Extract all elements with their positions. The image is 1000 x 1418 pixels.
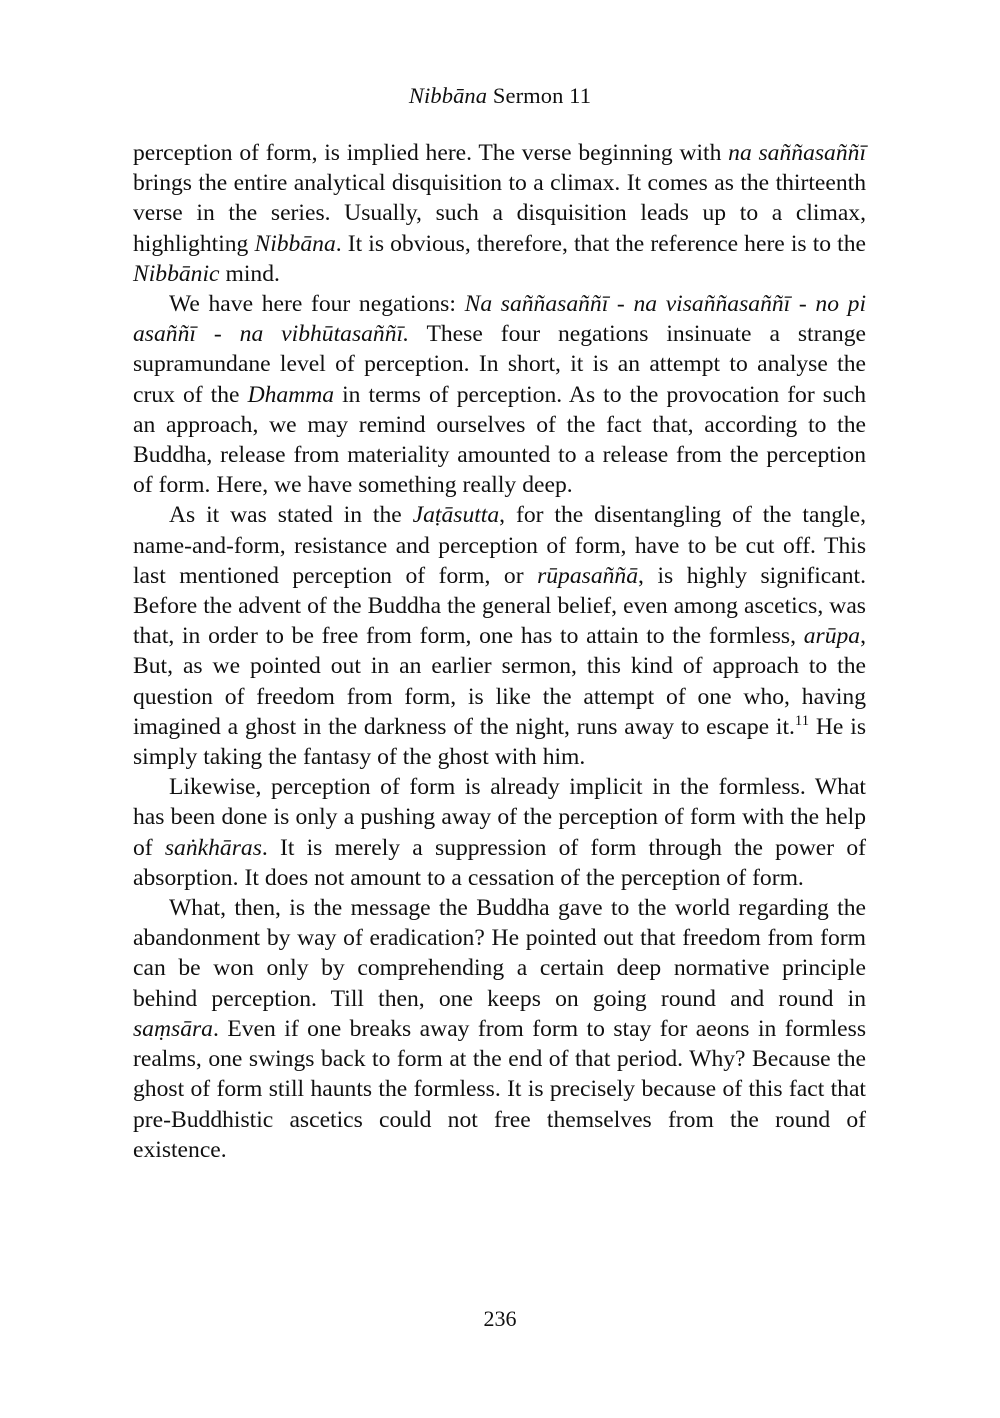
paragraph: Likewise, perception of form is already implicit in the formless. What has been done is only a pushing away of the perception of form with the help of saṅkhāras. It is merely a suppression of form through the power of absorption. It does not amount to a cessation of the perception of form. xyxy=(133,774,866,891)
pali-term: Na saññasaññī - na visaññasaññī - no pi asaññī - na vibhūtasaññī. xyxy=(133,291,867,348)
pali-term: rūpasaññā xyxy=(537,562,639,589)
pali-term: na saññasaññī xyxy=(728,140,866,166)
running-head-title: Nibbāna xyxy=(408,83,488,108)
running-head-subtitle: Sermon 11 xyxy=(487,83,592,108)
running-head xyxy=(0,82,1000,110)
pali-term: Jaṭāsutta xyxy=(412,502,500,529)
pali-term: Nibbānic xyxy=(133,260,220,287)
paragraph: What, then, is the message the Buddha gave to the world regarding the abandonment by way of eradication? He pointed out that freedom from form can be won only by comprehending a certain deep normative principle behind perception. Till then, one keeps on going round and round in saṃsāra. Even if one breaks away from form to stay for aeons in formless realms, one swings back to form at the end of that period. Why? Because the ghost of form still haunts the formless. It is precisely because of this fact that pre-Buddhistic ascetics could not free themselves from the round of existence. xyxy=(133,895,866,1163)
pali-term: arūpa xyxy=(803,623,861,650)
body-text-block xyxy=(133,138,866,1165)
paragraph: We have here four negations: Na saññasaññī - na visaññasaññī - no pi asaññī - na vibhūtasaññī. These four negations insinuate a strange supramundane level of perception. In short, it is an attempt to analyse the crux of the Dhamma in terms of perception. As to the provocation for such an approach, we may remind ourselves of the fact that, according to the Buddha, release from materiality amounted to a release from the perception of form. Here, we have something really deep. xyxy=(133,291,867,499)
paragraph: As it was stated in the Jaṭāsutta, for the disentangling of the tangle, name-and-form, resistance and perception of form, have to be cut off. This last mentioned perception of form, or rūpasaññā, is highly significant. Before the advent of the Buddha the general belief, even among ascetics, was that, in order to be free from form, one has to attain to the formless, arūpa, But, as we pointed out in an earlier sermon, this kind of approach to the question of freedom from form, is like the attempt of one who, having imagined a ghost in the darkness of the night, runs away to escape it.$^{11}$ He is simply taking the fantasy of the ghost with him. xyxy=(133,502,866,771)
page-number: 236 xyxy=(483,1306,517,1331)
paragraph: perception of form, is implied here. The verse beginning with na saññasaññī brings the entire analytical disquisition to a climax. It comes as the thirteenth verse in the series. Usually, such a disquisition leads up to a climax, highlighting Nibbāna. It is obvious, therefore, that the reference here is to the Nibbānic mind. xyxy=(133,140,866,287)
pali-term: saṃsāra xyxy=(133,1015,213,1042)
pali-term: Dhamma xyxy=(247,381,335,408)
pali-term: saṅkhāras xyxy=(164,834,262,861)
pali-term: Nibbāna xyxy=(254,230,336,257)
footnote-marker[interactable]: 11 xyxy=(794,713,810,729)
